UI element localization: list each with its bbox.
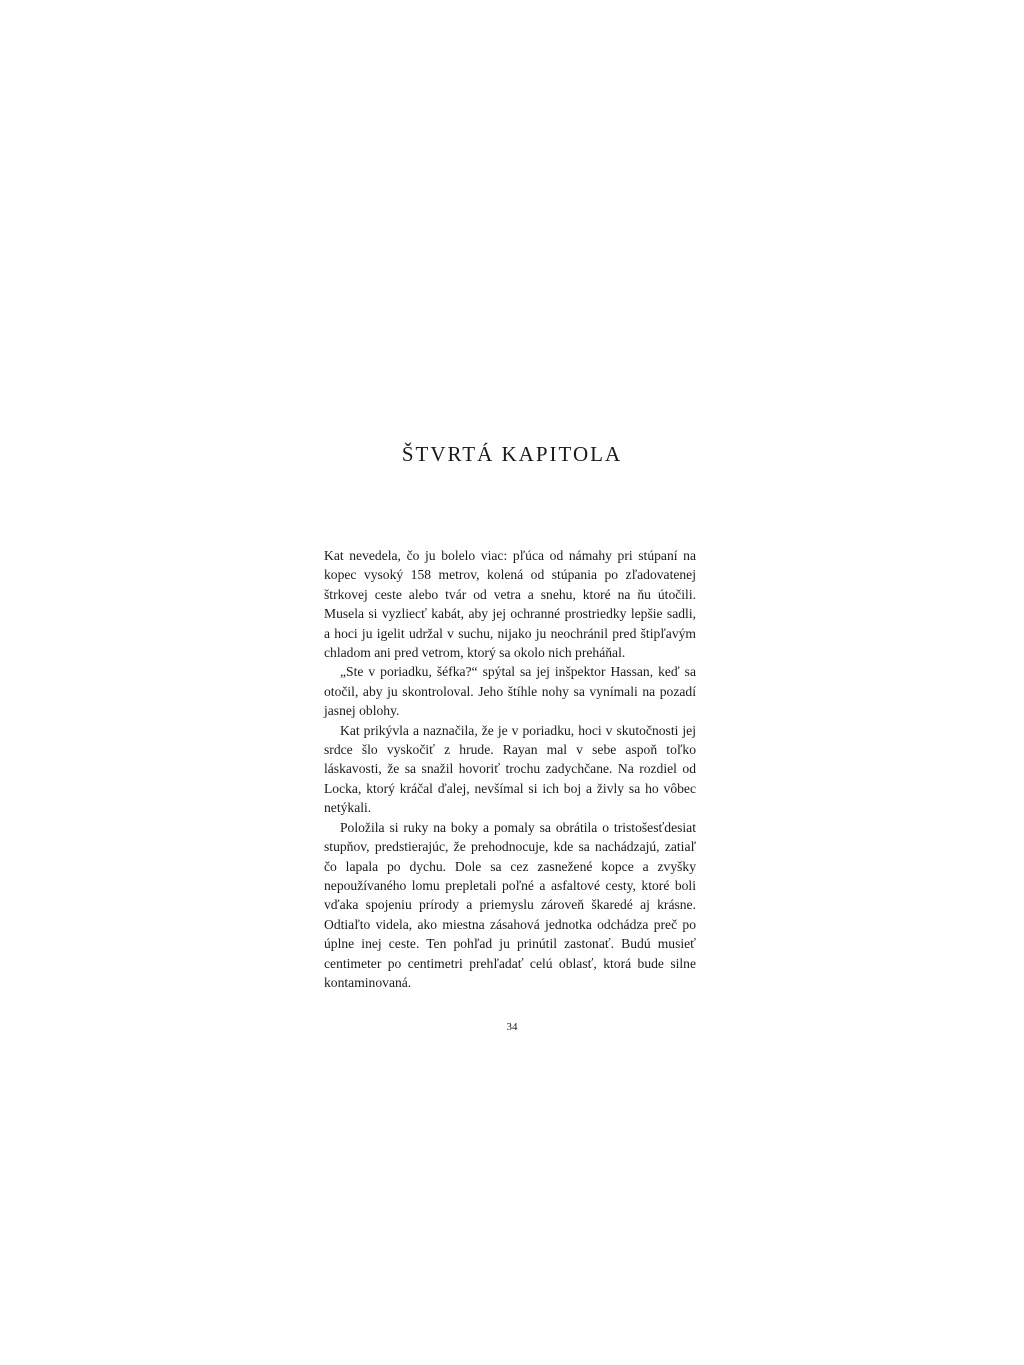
page-number: 34 xyxy=(506,1021,518,1033)
chapter-body xyxy=(324,546,696,992)
chapter-title: ŠTVRTÁ KAPITOLA xyxy=(401,442,623,466)
paragraph: Položila si ruky na boky a pomaly sa obrátila o tristošesťdesiat stupňov, predstierajúc, že prehodnocuje, kde sa nachádzajú, zatiaľ čo lapala po dychu. Dole sa cez zasnežené kopce a zvyšky nepoužívaného lomu prepletali poľné a asfaltové cesty, ktoré boli vďaka spojeniu prírody a priemyslu zároveň škaredé aj krásne. Odtiaľto videla, ako miestna zásahová jednotka odchádza preč po úplne inej ceste. Ten pohľad ju prinútil zastonať. Budú musieť centimeter po centimetri prehľadať celú oblasť, ktorá bude silne kontaminovaná. xyxy=(324,819,696,990)
paragraph: Kat nevedela, čo ju bolelo viac: pľúca od námahy pri stúpaní na kopec vysoký 158 metrov, kolená od stúpania po zľadovatenej štrkovej ceste alebo tvár od vetra a snehu, ktoré na ňu útočili. Musela si vyzliecť kabát, aby jej ochranné prostriedky lepšie sadli, a hoci ju igelit udržal v suchu, nijako ju neochránil pred štipľavým chladom ani pred vetrom, ktorý sa okolo nich preháňal. xyxy=(324,548,696,661)
paragraph: Kat prikývla a naznačila, že je v poriadku, hoci v skutočnosti jej srdce šlo vyskočiť z hrude. Rayan mal v sebe aspoň toľko láskavosti, že sa snažil hovoriť trochu zadychčane. Na rozdiel od Locka, ktorý kráčal ďalej, nevšímal si ich boj a živly sa ho vôbec netýkali. xyxy=(324,722,696,816)
paragraph: „Ste v poriadku, šéfka?“ spýtal sa jej inšpektor Hassan, keď sa otočil, aby ju skontroloval. Jeho štíhle nohy sa vynímali na pozadí jasnej oblohy. xyxy=(324,664,696,719)
